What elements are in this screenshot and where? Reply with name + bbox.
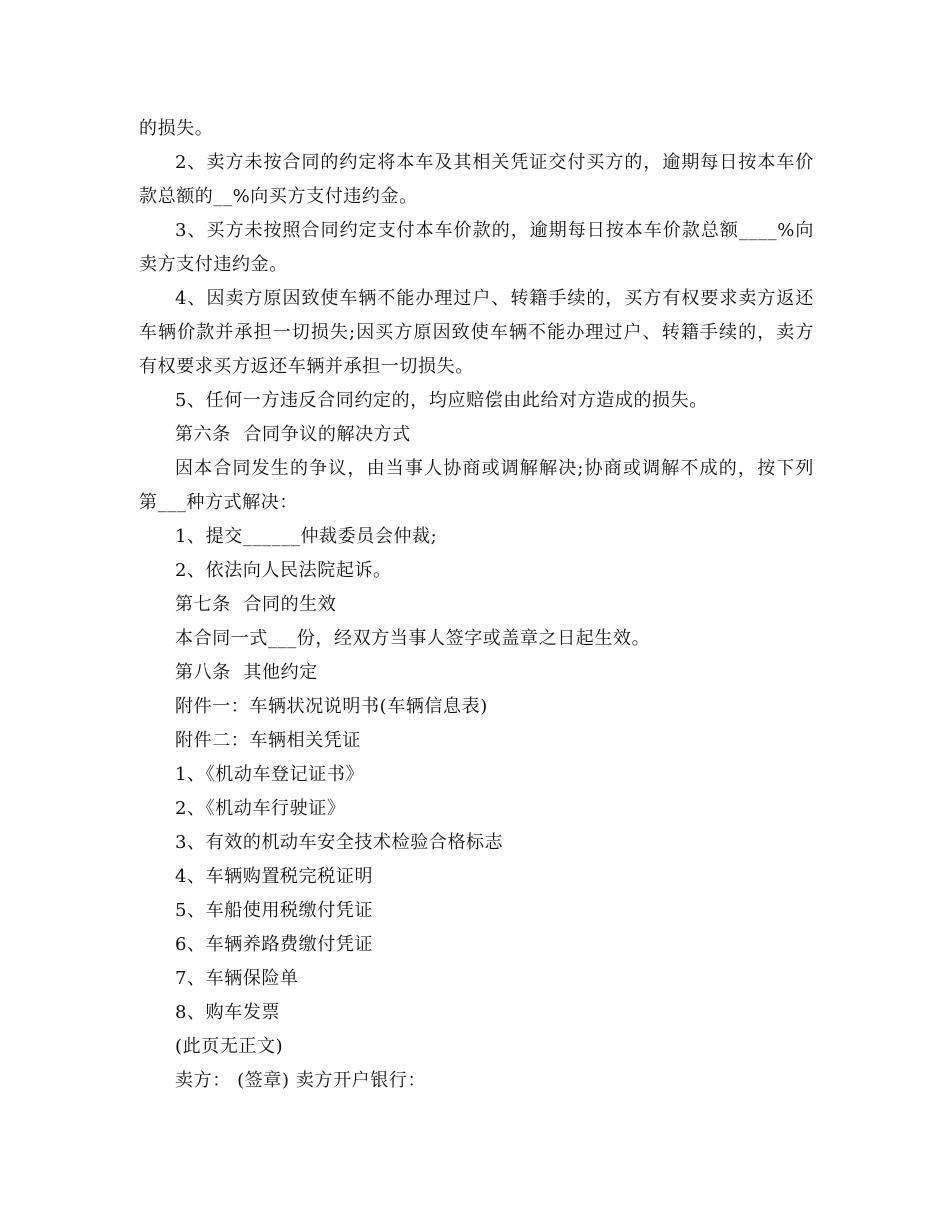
list-item-arbitration: 1、提交______仲裁委员会仲裁; [175,526,438,547]
list-item-purchase-tax: 4、车辆购置税完税证明 [175,866,374,887]
section-heading-article-6: 第六条 合同争议的解决方式 [175,424,411,445]
paragraph-clause-2: 2、卖方未按合同的约定将本车及其相关凭证交付买方的，逾期每日按本车价款总额的__%向买方支付违约金。 [139,152,814,207]
list-item-vehicle-tax: 5、车船使用税缴付凭证 [175,900,374,921]
paragraph-clause-3: 3、买方未按照合同约定支付本车价款的，逾期每日按本车价款总额____%向卖方支付违约金。 [139,220,814,275]
paragraph-loss-continuation: 的损失。 [139,118,214,139]
list-item-invoice: 8、购车发票 [175,1002,281,1023]
attachment-1: 附件一：车辆状况说明书(车辆信息表) [175,696,488,717]
list-item-court: 2、依法向人民法院起诉。 [175,560,392,581]
list-item-road-fee: 6、车辆养路费缴付凭证 [175,934,374,955]
section-heading-article-8: 第八条 其他约定 [175,662,318,683]
document-body [139,112,814,1098]
paragraph-seller-signature: 卖方： (签章) 卖方开户银行： [175,1070,427,1091]
list-item-inspection-mark: 3、有效的机动车安全技术检验合格标志 [175,832,504,853]
list-item-driving-license: 2、《机动车行驶证》 [175,798,346,819]
paragraph-effectiveness: 本合同一式___份，经双方当事人签字或盖章之日起生效。 [175,628,651,649]
paragraph-no-text-note: (此页无正文) [175,1036,284,1057]
attachment-2: 附件二：车辆相关凭证 [175,730,361,751]
paragraph-clause-4: 4、因卖方原因致使车辆不能办理过户、转籍手续的，买方有权要求卖方返还车辆价款并承担一切损失;因买方原因致使车辆不能办理过户、转籍手续的，卖方有权要求买方返还车辆并承担一切损失。 [139,288,814,377]
section-heading-article-7: 第七条 合同的生效 [175,594,337,615]
paragraph-dispute-resolution: 因本合同发生的争议，由当事人协商或调解解决;协商或调解不成的，按下列第___种方式解决： [139,458,814,513]
list-item-insurance: 7、车辆保险单 [175,968,299,989]
list-item-registration-certificate: 1、《机动车登记证书》 [175,764,365,785]
paragraph-clause-5: 5、任何一方违反合同约定的，均应赔偿由此给对方造成的损失。 [175,390,708,411]
